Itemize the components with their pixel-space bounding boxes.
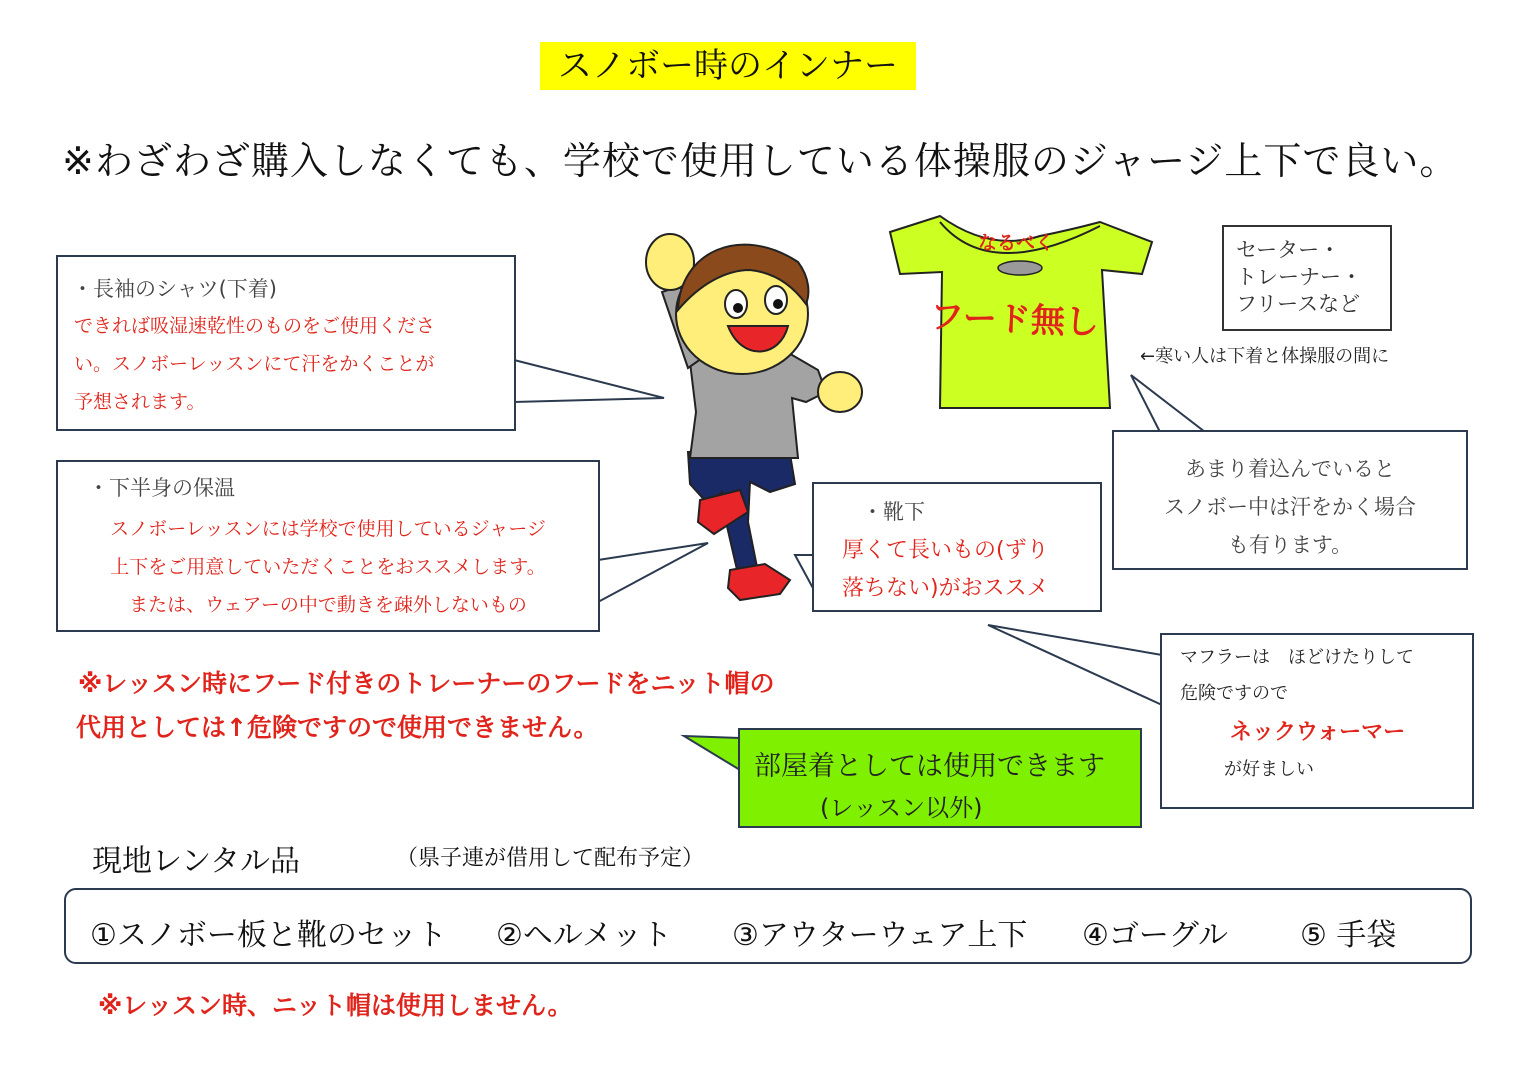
- socks-callout: [812, 482, 1102, 612]
- lower-line: スノボーレッスンには学校で使用しているジャージ: [110, 518, 546, 540]
- sweat-line: あまり着込んでいると: [1185, 457, 1395, 481]
- neck-warmer-label: ネックウォーマー: [1230, 720, 1406, 745]
- lower-line: 上下をご用意していただくことをおススメします。: [110, 556, 546, 578]
- lower-heading: ・下半身の保温: [88, 476, 235, 500]
- shirt-text: [74, 307, 435, 421]
- socks-line: 落ちない)がおススメ: [842, 576, 1049, 601]
- shirt-heading: ・長袖のシャツ(下着): [72, 277, 277, 301]
- rental-item: ①スノボー板と靴のセット: [90, 918, 447, 953]
- sweat-line: も有ります。: [1227, 533, 1353, 557]
- rental-item: ④ゴーグル: [1082, 918, 1228, 953]
- subtitle: ※わざわざ購入しなくても、学校で使用している体操服のジャージ上下で良い。: [62, 139, 1459, 183]
- room-wear-box: [738, 728, 1142, 828]
- scarf-line3: が好ましい: [1224, 759, 1314, 780]
- shirt-line: 予想されます。: [74, 391, 206, 413]
- scarf-callout: [1160, 633, 1474, 809]
- shirt-callout: [56, 255, 516, 431]
- sweater-types-box: [1222, 225, 1392, 331]
- socks-text: [842, 532, 1049, 608]
- shirt-line: できれば吸湿速乾性のものをご使用くださ: [74, 315, 436, 337]
- cold-note: ←寒い人は下着と体操服の間に: [1140, 346, 1390, 367]
- sweater-type: トレーナー・: [1236, 265, 1362, 289]
- scarf-line2: 危険ですので: [1180, 683, 1288, 704]
- socks-heading: ・靴下: [862, 500, 925, 524]
- rental-item: ③アウターウェア上下: [732, 918, 1028, 953]
- sweater-type: フリースなど: [1236, 292, 1361, 316]
- rental-item: ⑤ 手袋: [1300, 918, 1397, 953]
- rental-note: （県子連が借用して配布予定）: [396, 846, 705, 871]
- lower-body-callout: [56, 460, 600, 632]
- hood-warning-line: 代用としては↑危険ですので使用できません。: [76, 713, 599, 742]
- sweat-callout: [1112, 430, 1468, 570]
- room-wear-line: 部屋着としては使用できます: [754, 751, 1105, 782]
- socks-line: 厚くて長いもの(ずり: [842, 538, 1049, 563]
- sweater-type: セーター・: [1236, 238, 1341, 262]
- sweat-line: スノボー中は汗をかく場合: [1164, 495, 1416, 519]
- lower-text: [58, 510, 598, 624]
- footer-warning: ※レッスン時、ニット帽は使用しません。: [98, 991, 573, 1020]
- rental-heading: 現地レンタル品: [92, 844, 301, 879]
- shirt-line: い。スノボーレッスンにて汗をかくことが: [74, 353, 435, 375]
- rental-item: ②ヘルメット: [496, 918, 672, 953]
- room-wear-line: (レッスン以外): [820, 794, 983, 822]
- hood-warning-line: ※レッスン時にフード付きのトレーナーのフードをニット帽の: [78, 669, 775, 698]
- lower-line: または、ウェアーの中で動きを疎外しないもの: [129, 594, 527, 616]
- no-hood-label: フード無し: [929, 297, 1100, 343]
- sweater-top-label: なるべく: [978, 232, 1055, 254]
- page-title: スノボー時のインナー: [540, 42, 916, 90]
- scarf-line1: マフラーは ほどけたりして: [1180, 647, 1414, 668]
